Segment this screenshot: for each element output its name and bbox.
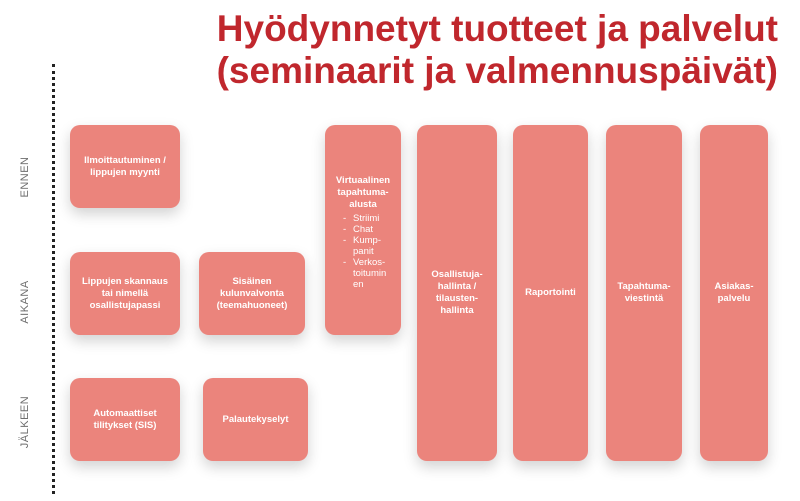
title-line-1: Hyödynnetyt tuotteet ja palvelut: [216, 8, 778, 49]
box-asiakaspalvelu: Asiakas- palvelu: [700, 125, 768, 461]
box-ilmoittautuminen: Ilmoittautuminen / lippujen myynti: [70, 125, 180, 208]
virtuaalinen-title: Virtuaalinen tapahtuma- alusta: [335, 175, 391, 210]
slide-title: [138, 8, 778, 92]
box-automaattiset-tilitykset: Automaattiset tilitykset (SIS): [70, 378, 180, 461]
title-line-2: (seminaarit ja valmennuspäivät): [216, 50, 778, 91]
box-raportointi: Raportointi: [513, 125, 588, 461]
virtuaalinen-list: [331, 213, 386, 290]
virtuaalinen-item: - Chat: [345, 224, 386, 235]
virtuaalinen-item: - Striimi: [345, 213, 386, 224]
box-virtuaalinen-tapahtuma-alusta: [325, 125, 401, 335]
box-osallistujahallinta: Osallistuja- hallinta / tilausten- hallinta: [417, 125, 497, 461]
box-sisainen-kulunvalvonta: Sisäinen kulunvalvonta (teemahuoneet): [199, 252, 305, 335]
box-palautekyselyt: Palautekyselyt: [203, 378, 308, 461]
timeline-dotted-axis: [52, 64, 55, 494]
virtuaalinen-item: - Verkos- toitumin en: [345, 257, 386, 290]
virtuaalinen-item: - Kump- panit: [345, 235, 386, 257]
box-tapahtumaviestinta: Tapahtuma- viestintä: [606, 125, 682, 461]
box-lippujen-skannaus: Lippujen skannaus tai nimellä osallistujapassi: [70, 252, 180, 335]
